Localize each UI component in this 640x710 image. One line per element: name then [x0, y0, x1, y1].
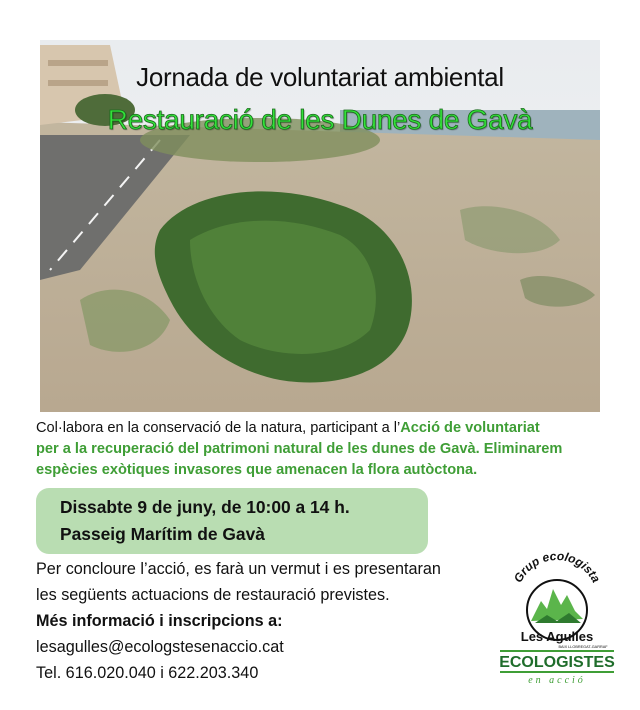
event-place: Passeig Marítim de Gavà — [60, 524, 265, 544]
intro-line-2: per a la recuperació del patrimoni natural de les dunes de Gavà. Eliminarem — [36, 441, 563, 457]
intro-line-1-green: Acció de voluntariat — [400, 420, 540, 436]
logo-name: Les Agulles — [520, 629, 594, 644]
contact-email[interactable]: lesagulles@ecologstesenaccio.cat — [36, 638, 284, 656]
intro-line-1-plain: Col·labora en la conservació de la natura, participant a l’ — [36, 420, 401, 436]
event-date: Dissabte 9 de juny, de 10:00 a 14 h. — [60, 497, 350, 517]
closing-line-2: les següents actuacions de restauració previstes. — [36, 586, 390, 604]
les-agulles-logo — [495, 545, 619, 690]
info-heading: Més informació i inscripcions a: — [36, 612, 283, 630]
event-date-box — [36, 488, 428, 554]
logo-graphic — [495, 545, 619, 690]
logo-brand: ECOLOGISTES — [499, 654, 615, 671]
closing-line-1: Per concloure l’acció, es farà un vermut i es presentaran — [36, 560, 441, 578]
logo-arc-text: Grup ecologista — [510, 548, 604, 585]
logo-small-text: BAIX LLOBREGAT-GARRAF — [558, 645, 608, 649]
event-details — [36, 556, 506, 686]
poster-subtitle: Restauració de les Dunes de Gavà — [107, 104, 533, 135]
intro-paragraph — [36, 418, 608, 481]
intro-line-3: espècies exòtiques invasores que amenacen la flora autòctona. — [36, 462, 478, 478]
intro-line-1 — [36, 418, 608, 439]
dunes-photo — [40, 40, 600, 412]
dunes-photo-illustration — [40, 40, 600, 412]
poster-title: Jornada de voluntariat ambiental — [136, 62, 504, 92]
logo-tagline: en acció — [528, 675, 586, 686]
contact-phone[interactable]: Tel. 616.020.040 i 622.203.340 — [36, 664, 259, 682]
